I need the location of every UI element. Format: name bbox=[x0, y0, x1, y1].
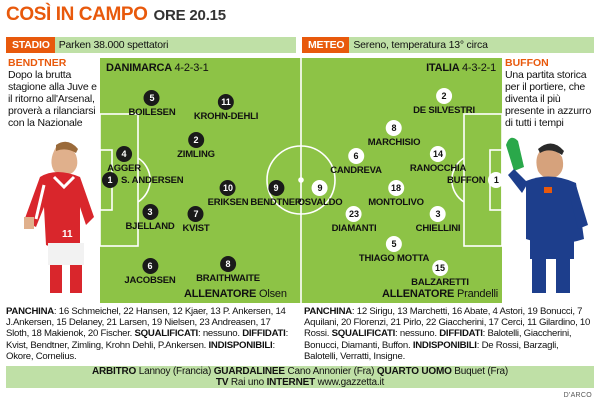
web-label: INTERNET bbox=[266, 377, 315, 388]
away-coach-label: ALLENATORE bbox=[381, 288, 455, 300]
player-number: 8 bbox=[386, 120, 402, 136]
linesmen-label: GUARDALINEE bbox=[213, 366, 285, 377]
stadium-strip bbox=[6, 37, 296, 53]
officials-strip bbox=[6, 366, 594, 388]
home-formation: 4-2-3-1 bbox=[174, 62, 209, 74]
away-formation: 4-3-2-1 bbox=[461, 62, 496, 74]
home-bench: : 16 Schmeichel, 22 Hansen, 12 Kjaer, 13 P. Ankersen, 14 J.Ankersen, 15 Delaney, 21 Larsen, 19 Nielsen, 23 Andreasen, 17 Sloth, 18 Makienok, 20 Fischer. bbox=[6, 306, 286, 340]
player-home-rb bbox=[129, 90, 176, 118]
player-number: 14 bbox=[430, 146, 446, 162]
player-name: AGGER bbox=[107, 163, 141, 174]
player-name: BOILESEN bbox=[128, 107, 176, 118]
player-name: MARCHISIO bbox=[367, 137, 421, 148]
player-name: BJELLAND bbox=[125, 221, 175, 232]
player-name: ERIKSEN bbox=[207, 197, 249, 208]
player-number: 3 bbox=[142, 204, 158, 220]
player-number: 10 bbox=[220, 180, 236, 196]
website: www.gazzetta.it bbox=[317, 377, 385, 388]
bio-left-text: Dopo la brutta stagione alla Juve e il ritorno all'Arsenal, proverà a rilanciarsi con la Nazionale bbox=[8, 69, 97, 129]
player-home-lw bbox=[196, 256, 260, 284]
bio-left-name: BENDTNER bbox=[8, 57, 67, 69]
player-home-cb2 bbox=[125, 204, 174, 232]
player-number: 2 bbox=[188, 132, 204, 148]
bio-right bbox=[505, 57, 597, 129]
player-name: DIAMANTI bbox=[331, 223, 377, 234]
player-away-rb bbox=[413, 88, 475, 116]
player-name: MONTOLIVO bbox=[368, 197, 424, 208]
fourth-official: Buquet (Fra) bbox=[454, 366, 509, 377]
player-name: BALZARETTI bbox=[411, 277, 469, 288]
player-number: 6 bbox=[142, 258, 158, 274]
player-number: 11 bbox=[218, 94, 234, 110]
player-home-gk bbox=[102, 172, 186, 188]
player-name: OSVALDO bbox=[297, 197, 343, 208]
player-number: 8 bbox=[220, 256, 236, 272]
tv-label: TV bbox=[215, 377, 229, 388]
away-bench: : 12 Sirigu, 13 Marchetti, 16 Abate, 4 Astori, 19 Bonucci, 7 Aquilani, 20 Florenzi, 21 Pirlo, 22 Giaccherini, 17 Cerci, 11 Gilardino, 10 Rossi. bbox=[304, 306, 591, 340]
player-home-am bbox=[208, 180, 249, 208]
weather-label: METEO bbox=[302, 37, 349, 53]
bio-right-text: Una partita storica per il portiere, che diventa il più presente in azzurro di tutti i tempi bbox=[505, 69, 592, 129]
player-home-dm2 bbox=[183, 206, 210, 234]
player-away-lam bbox=[332, 206, 377, 234]
player-away-lcm bbox=[359, 236, 429, 264]
player-number: 7 bbox=[188, 206, 204, 222]
player-away-st bbox=[298, 180, 343, 208]
player-away-lb bbox=[411, 260, 469, 288]
player-number: 18 bbox=[388, 180, 404, 196]
home-team-name: DANIMARCA bbox=[106, 62, 172, 74]
player-name: ZIMLING bbox=[177, 149, 215, 160]
home-susp: : nessuno. bbox=[197, 328, 240, 340]
away-susp: : nessuno. bbox=[395, 328, 437, 340]
away-warn-label: DIFFIDATI bbox=[439, 328, 483, 340]
player-home-lb bbox=[124, 258, 175, 286]
away-coach bbox=[382, 288, 498, 300]
title-text: COSÌ IN CAMPO bbox=[6, 4, 148, 25]
home-coach-name: Olsen bbox=[259, 288, 287, 300]
player-home-st bbox=[250, 180, 301, 208]
player-name: THIAGO MOTTA bbox=[358, 253, 430, 264]
credit: D'ARCO bbox=[563, 392, 592, 399]
home-unav: : Okore, Cornelius. bbox=[6, 339, 275, 362]
stadium-label: STADIO bbox=[6, 37, 55, 53]
away-coach-name: Prandelli bbox=[456, 288, 498, 300]
player-away-cb1 bbox=[416, 206, 461, 234]
player-name: KROHN-DEHLI bbox=[193, 111, 259, 122]
player-number: 9 bbox=[268, 180, 284, 196]
player-home-dm1 bbox=[177, 132, 215, 160]
bio-left bbox=[8, 57, 100, 129]
fourth-official-label: QUARTO UOMO bbox=[376, 366, 452, 377]
player-name: KVIST bbox=[182, 223, 210, 234]
weather-strip bbox=[302, 37, 594, 53]
player-number: 5 bbox=[144, 90, 160, 106]
player-number: 3 bbox=[430, 206, 446, 222]
home-unav-label: INDISPONIBILI bbox=[208, 339, 273, 351]
player-number: 1 bbox=[488, 172, 502, 188]
player-number: 9 bbox=[312, 180, 328, 196]
weather-text: Sereno, temperatura 13° circa bbox=[353, 39, 488, 51]
away-bench-label: PANCHINA bbox=[304, 306, 352, 317]
home-team-title bbox=[106, 62, 209, 74]
player-name: BRAITHWAITE bbox=[196, 273, 260, 284]
player-name: S. ANDERSEN bbox=[121, 174, 184, 186]
pitch bbox=[100, 58, 502, 303]
player-number: 5 bbox=[386, 236, 402, 252]
player-name: BUFFON bbox=[447, 174, 486, 186]
home-warn: : Kvist, Bendtner, Zimling, Krohn Dehli, P.Ankersen. bbox=[6, 328, 289, 351]
stadium-text: Parken 38.000 spettatori bbox=[58, 39, 169, 51]
player-number: 6 bbox=[348, 148, 364, 164]
player-away-gk bbox=[444, 172, 502, 188]
home-coach-label: ALLENATORE bbox=[184, 288, 257, 300]
home-warn-label: DIFFIDATI bbox=[242, 328, 286, 340]
player-number: 4 bbox=[116, 146, 132, 162]
player-number: 1 bbox=[102, 172, 118, 188]
away-susp-label: SQUALIFICATI bbox=[331, 328, 396, 340]
kickoff-time: ORE 20.15 bbox=[153, 7, 226, 24]
bio-right-name: BUFFON bbox=[505, 57, 549, 69]
player-away-cb2 bbox=[410, 146, 466, 174]
away-warn: : Balotelli, Giaccherini, Bonucci, Diamanti, Buffon. bbox=[304, 328, 572, 351]
player-name: CANDREVA bbox=[330, 165, 382, 176]
photo-buffon bbox=[500, 125, 596, 300]
away-unav-label: INDISPONIBILI bbox=[412, 339, 477, 351]
player-number: 15 bbox=[432, 260, 448, 276]
referee: Lannoy (Francia) bbox=[138, 366, 212, 377]
away-team-title bbox=[426, 62, 496, 74]
player-name: DE SILVESTRI bbox=[413, 105, 475, 116]
linesmen: Cano Annonier (Fra) bbox=[287, 366, 375, 377]
notes-away bbox=[304, 306, 594, 362]
player-name: RANOCCHIA bbox=[409, 163, 467, 174]
player-away-rcm bbox=[368, 120, 421, 148]
page-title bbox=[6, 4, 226, 26]
photo-bendtner bbox=[4, 125, 100, 300]
home-bench-label: PANCHINA bbox=[6, 306, 54, 317]
player-home-rw bbox=[194, 94, 258, 122]
away-unav: : De Rossi, Barzagli, Balotelli, Verratti, Insigne. bbox=[304, 339, 559, 362]
tv-channel: Rai uno bbox=[230, 377, 264, 388]
player-name: CHIELLINI bbox=[415, 223, 461, 234]
home-coach bbox=[184, 288, 287, 300]
home-susp-label: SQUALIFICATI bbox=[134, 328, 198, 340]
player-away-cm bbox=[368, 180, 424, 208]
player-number: 23 bbox=[346, 206, 362, 222]
player-name: BENDTNER bbox=[250, 197, 302, 208]
player-home-cb1 bbox=[107, 146, 141, 174]
player-away-ram bbox=[330, 148, 382, 176]
svg-text:11: 11 bbox=[62, 229, 73, 240]
player-name: JACOBSEN bbox=[124, 275, 176, 286]
notes-home bbox=[6, 306, 296, 362]
player-number: 2 bbox=[436, 88, 452, 104]
referee-label: ARBITRO bbox=[91, 366, 137, 377]
away-team-name: ITALIA bbox=[426, 62, 460, 74]
